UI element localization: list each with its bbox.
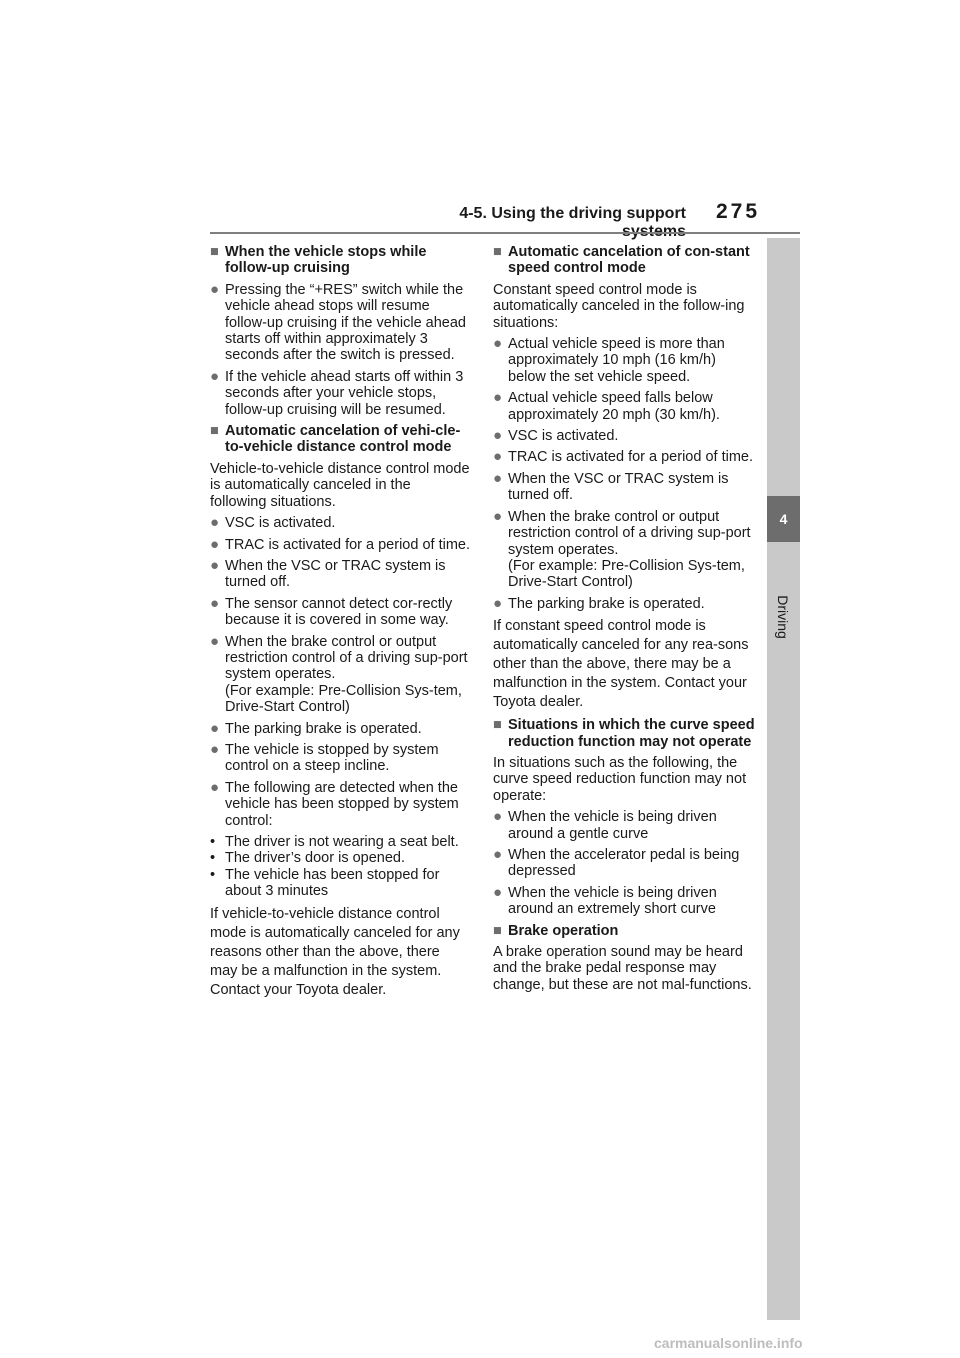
bullet-text: If the vehicle ahead starts off within 3 seconds after your vehicle stops, follow-up cruising will be resumed.: [225, 368, 464, 418]
sub-bullet-icon: •: [210, 850, 216, 867]
bullet-text: The following are detected when the vehicle has been stopped by system control:: [225, 779, 459, 829]
bullet-item: [493, 336, 755, 385]
square-icon: ■: [493, 717, 502, 734]
paragraph: In situations such as the following, the curve speed reduction function may not operate:: [493, 754, 747, 804]
bullet-icon: ●: [493, 427, 503, 445]
bullet-icon: ●: [493, 845, 503, 863]
paragraph: A brake operation sound may be heard and the brake pedal response may change, but these are not mal-functions.: [493, 944, 752, 993]
bullet-item: [210, 515, 470, 531]
bullet-text: TRAC is activated for a period of time.: [225, 536, 470, 553]
bullet-text-example: (For example: Pre-Collision Sys-tem, Drive-Start Control): [508, 557, 745, 591]
square-icon: ■: [493, 244, 502, 260]
bullet-icon: ●: [210, 719, 220, 737]
bullet-text: VSC is activated.: [225, 515, 336, 532]
square-icon: ■: [210, 423, 219, 440]
bullet-item: [210, 721, 470, 737]
sub-item: [210, 867, 470, 900]
sub-item: [210, 850, 470, 866]
bullet-text: Actual vehicle speed falls below approximately 20 mph (30 km/h).: [508, 390, 720, 423]
page-number: 275: [716, 200, 761, 223]
chapter-label: Driving: [775, 595, 791, 639]
bullet-item: [493, 809, 755, 842]
bullet-icon: ●: [210, 632, 220, 650]
bullet-text: When the accelerator pedal is being depressed: [508, 846, 740, 880]
bullet-item: [210, 780, 470, 829]
bullet-item: [210, 634, 470, 716]
bullet-icon: ●: [210, 280, 220, 298]
square-icon: ■: [493, 922, 502, 939]
bullet-icon: ●: [210, 556, 220, 574]
bullet-icon: ●: [493, 883, 503, 901]
heading-text: Situations in which the curve speed reduction function may not operate: [508, 717, 755, 750]
bullet-text: Pressing the “+RES” switch while the vehicle ahead stops will resume follow-up cruising if the vehicle ahead starts off within approximately 3 seconds after the switch is pressed.: [225, 281, 466, 364]
bullet-item: [210, 596, 470, 629]
section-heading: [493, 923, 755, 939]
bullet-text-example: (For example: Pre-Collision Sys-tem, Drive-Start Control): [225, 682, 462, 716]
bullet-text: The sensor cannot detect cor-rectly because it is covered in some way.: [225, 595, 453, 629]
section-heading: [493, 717, 755, 750]
sub-item-text: The driver is not wearing a seat belt.: [225, 834, 459, 850]
bullet-text: When the vehicle is being driven around an extremely short curve: [508, 884, 717, 918]
sub-bullet-icon: •: [210, 866, 216, 883]
bullet-item: [493, 885, 755, 918]
paragraph: If vehicle-to-vehicle distance control mode is automatically canceled for any reasons other than the above, there may be a malfunction in the system. Contact your Toyota dealer.: [210, 905, 460, 998]
bullet-icon: ●: [493, 448, 503, 466]
bullet-icon: ●: [210, 778, 220, 796]
bullet-item: [210, 282, 470, 364]
chapter-number-badge: 4: [767, 496, 800, 542]
bullet-item: [493, 428, 755, 444]
bullet-item: [493, 449, 755, 465]
sub-list: [210, 834, 470, 900]
heading-text: Automatic cancelation of vehi-cle-to-vehicle distance control mode: [225, 423, 461, 456]
bullet-text: VSC is activated.: [508, 428, 619, 445]
sub-bullet-icon: •: [210, 834, 216, 850]
paragraph: Vehicle-to-vehicle distance control mode is automatically canceled in the following situations.: [210, 460, 470, 510]
bullet-icon: ●: [210, 535, 220, 553]
bullet-icon: ●: [210, 594, 220, 612]
bullet-item: [210, 537, 470, 553]
heading-text: Automatic cancelation of con-stant speed control mode: [508, 244, 750, 277]
sub-item-text: The driver’s door is opened.: [225, 850, 406, 867]
bullet-item: [210, 558, 470, 591]
bullet-text-line: When the brake control or output restriction control of a driving sup-port system operates.: [225, 633, 468, 683]
square-icon: ■: [210, 244, 219, 260]
watermark: carmanualsonline.info: [654, 1335, 803, 1351]
bullet-item: [493, 847, 755, 880]
bullet-text: TRAC is activated for a period of time.: [508, 449, 753, 466]
section-heading: [493, 244, 755, 277]
bullet-item: [210, 742, 470, 775]
bullet-item: [493, 509, 755, 591]
bullet-text: [225, 634, 470, 716]
bullet-text: The parking brake is operated.: [225, 720, 422, 737]
bullet-text: When the VSC or TRAC system is turned off.: [508, 470, 729, 504]
heading-text: When the vehicle stops while follow-up cruising: [225, 244, 427, 277]
sub-item-text: The vehicle has been stopped for about 3 minutes: [225, 866, 440, 900]
bullet-icon: ●: [493, 594, 503, 612]
paragraph: If constant speed control mode is automatically canceled for any rea-sons other than the above, there may be a malfunction in the system. Contact your Toyota dealer.: [493, 618, 749, 711]
bullet-text: [508, 509, 755, 591]
bullet-icon: ●: [210, 514, 220, 532]
bullet-item: [493, 390, 755, 423]
bullet-icon: ●: [493, 335, 503, 353]
right-column: [493, 244, 755, 998]
section-heading: [210, 423, 470, 456]
bullet-icon: ●: [210, 740, 220, 758]
page-header-title: 4-5. Using the driving support: [459, 205, 686, 222]
bullet-icon: ●: [493, 389, 503, 407]
chapter-side-tab: [767, 238, 800, 1320]
bullet-icon: ●: [493, 507, 503, 525]
bullet-text: The vehicle is stopped by system control on a steep incline.: [225, 741, 439, 775]
bullet-icon: ●: [493, 808, 503, 826]
bullet-text: When the vehicle is being driven around a gentle curve: [508, 809, 717, 842]
bullet-text-line: When the brake control or output restriction control of a driving sup-port system operates.: [508, 508, 751, 558]
bullet-text: Actual vehicle speed is more than approximately 10 mph (16 km/h) below the set vehicle speed.: [508, 336, 725, 385]
paragraph: Constant speed control mode is automatically canceled in the follow-ing situations:: [493, 281, 745, 331]
bullet-item: [493, 471, 755, 504]
section-heading: [210, 244, 470, 277]
bullet-item: [493, 596, 755, 612]
bullet-icon: ●: [210, 367, 220, 385]
header-rule: [210, 232, 800, 234]
heading-text: Brake operation: [508, 922, 619, 939]
bullet-item: [210, 369, 470, 418]
bullet-icon: ●: [493, 469, 503, 487]
bullet-text: When the VSC or TRAC system is turned off.: [225, 557, 446, 591]
sub-item: [210, 834, 470, 850]
bullet-text: The parking brake is operated.: [508, 595, 705, 612]
left-column: [210, 244, 470, 1005]
